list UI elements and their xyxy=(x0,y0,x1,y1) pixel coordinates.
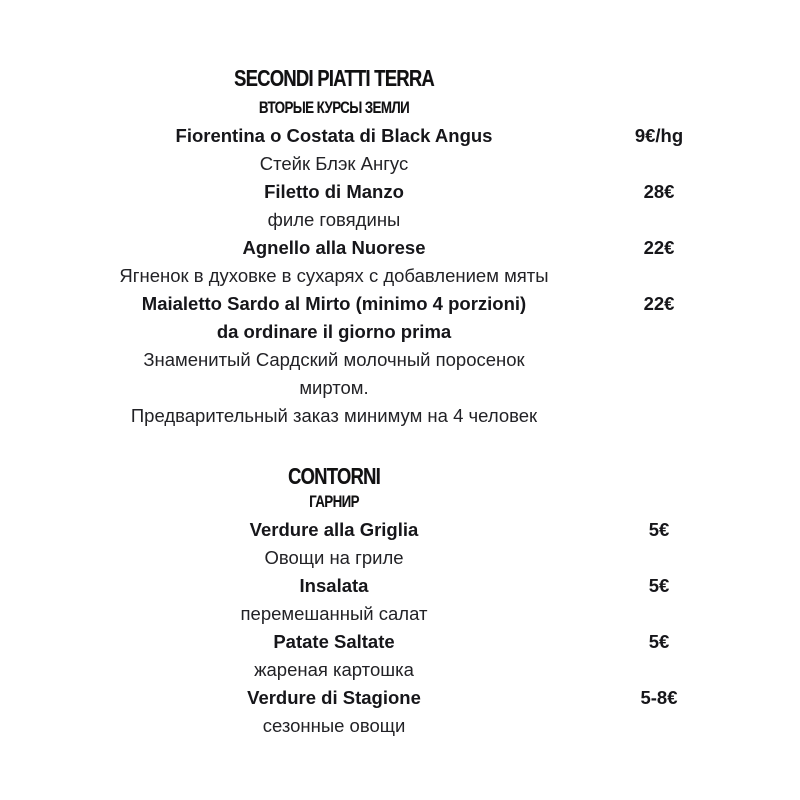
section-gap xyxy=(0,430,800,464)
menu-row xyxy=(0,122,800,150)
menu-item-name: Овощи на гриле xyxy=(264,546,404,568)
menu-row xyxy=(0,516,800,544)
section-heading-secondi-piatti-terra xyxy=(0,66,668,90)
section-title: SECONDI PIATTI TERRA xyxy=(234,65,434,91)
menu-row xyxy=(0,600,800,628)
menu-row xyxy=(0,150,800,178)
menu-item-name: перемешанный салат xyxy=(240,602,428,624)
menu-item-name: филе говядины xyxy=(267,208,401,230)
menu-item-price: 5€ xyxy=(648,630,670,652)
menu-item-name: Insalata xyxy=(299,574,369,596)
menu-item-name: миртом. xyxy=(299,376,369,398)
section-title: CONTORNI xyxy=(287,462,381,489)
menu-row xyxy=(0,572,800,600)
menu-item-name: Ягненок в духовке в сухарях с добавлением мяты xyxy=(119,264,549,286)
menu-item-price: 5-8€ xyxy=(640,686,678,708)
menu-item-name: Знаменитый Сардский молочный поросенок xyxy=(143,348,525,370)
section-heading-contorni xyxy=(0,464,668,488)
section-subheading-secondi-piatti-terra xyxy=(0,99,668,117)
menu-items-contorni xyxy=(0,516,800,740)
menu-row xyxy=(0,402,800,430)
menu-row xyxy=(0,178,800,206)
menu-item-name: сезонные овощи xyxy=(262,714,406,736)
menu-items-secondi-piatti-terra xyxy=(0,122,800,430)
menu-item-price: 28€ xyxy=(643,180,675,202)
menu-item-name: Maialetto Sardo al Mirto (minimo 4 porzioni) xyxy=(141,292,527,314)
menu-item-name: Patate Saltate xyxy=(273,630,395,652)
menu-item-name: Стейк Блэк Ангус xyxy=(259,152,409,174)
menu-row xyxy=(0,262,800,290)
menu-row xyxy=(0,712,800,740)
menu-item-name: Verdure di Stagione xyxy=(247,686,421,708)
menu-item-price: 5€ xyxy=(648,574,670,596)
menu-row xyxy=(0,206,800,234)
menu-item-price: 22€ xyxy=(643,292,675,314)
menu-row xyxy=(0,234,800,262)
menu-row xyxy=(0,346,800,374)
menu-row xyxy=(0,684,800,712)
menu-item-price: 22€ xyxy=(643,236,675,258)
menu-item-note: da ordinare il giorno prima xyxy=(216,320,452,342)
menu-item-name: жареная картошка xyxy=(254,658,414,680)
menu-row xyxy=(0,290,800,318)
section-subtitle: ВТОРЫЕ КУРСЫ ЗЕМЛИ xyxy=(258,98,410,118)
menu-row xyxy=(0,374,800,402)
menu-item-price: 5€ xyxy=(648,518,670,540)
menu-row xyxy=(0,544,800,572)
section-subtitle: ГАРНИР xyxy=(309,492,359,512)
menu-item-price: 9€/hg xyxy=(634,124,684,146)
menu-row xyxy=(0,628,800,656)
menu-item-name: Agnello alla Nuorese xyxy=(242,236,426,258)
menu-row xyxy=(0,318,800,346)
menu-row xyxy=(0,656,800,684)
menu-item-name: Fiorentina o Costata di Black Angus xyxy=(175,124,493,146)
menu-item-note: Предварительный заказ минимум на 4 человек xyxy=(130,404,538,426)
section-subheading-contorni xyxy=(0,493,668,511)
menu-item-name: Verdure alla Griglia xyxy=(249,518,419,540)
menu-item-name: Filetto di Manzo xyxy=(264,180,404,202)
